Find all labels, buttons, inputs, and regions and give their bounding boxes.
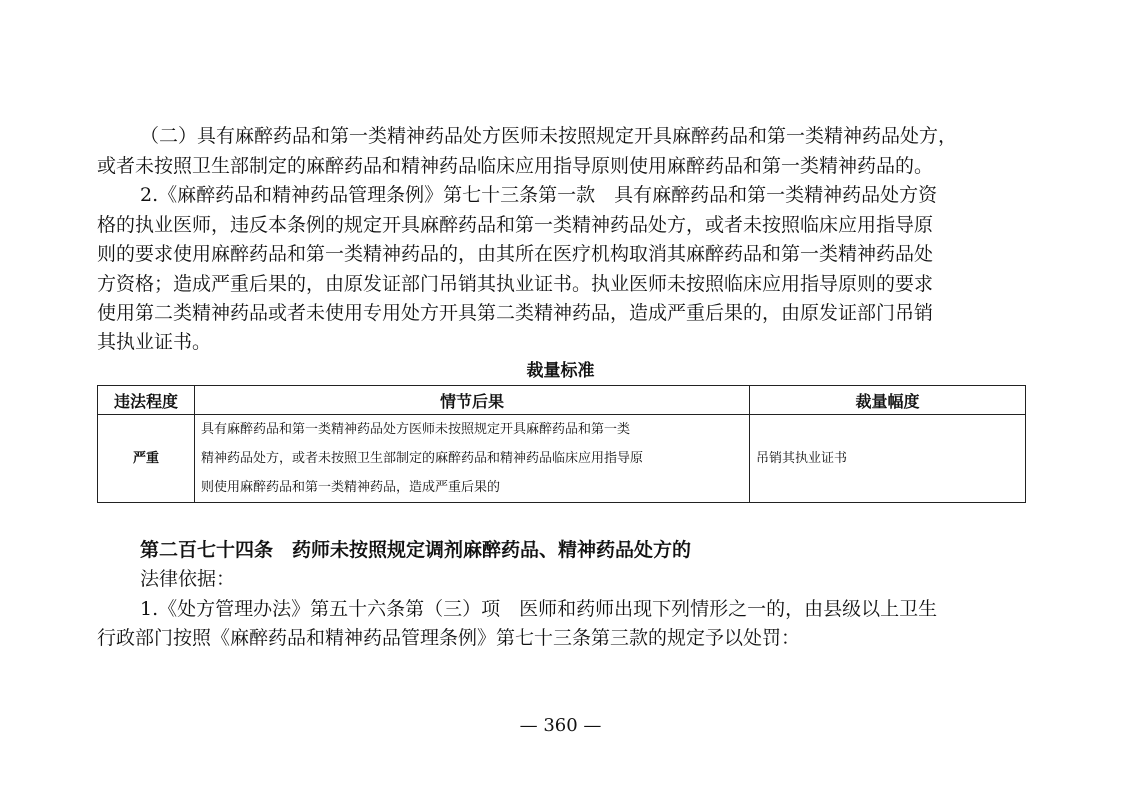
table-row — [98, 415, 1026, 503]
paragraph-2-line-3: 则的要求使用麻醉药品和第一类精神药品的，由其所在医疗机构取消其麻醉药品和第一类精神药品处 — [97, 243, 934, 265]
header-violation-degree: 违法程度 — [98, 386, 195, 415]
paragraph-2-line-1: 2.《麻醉药品和精神药品管理条例》第七十三条第一款 具有麻醉药品和第一类精神药品处方资 — [140, 184, 938, 206]
paragraph-1-line-2: 或者未按照卫生部制定的麻醉药品和精神药品临床应用指导原则使用麻醉药品和第一类精神药品的。 — [97, 155, 934, 177]
table-header-row — [98, 386, 1026, 415]
table-caption: 裁量标准 — [526, 361, 595, 381]
circumstances-line: 则使用麻醉药品和第一类精神药品，造成严重后果的 — [201, 480, 501, 495]
cell-violation-degree: 严重 — [98, 415, 195, 503]
cell-circumstances — [195, 415, 750, 503]
paragraph-2-line-5: 使用第二类精神药品或者未使用专用处方开具第二类精神药品，造成严重后果的，由原发证部门吊销 — [97, 302, 934, 324]
discretion-standard-table — [97, 385, 1026, 503]
header-circumstances: 情节后果 — [195, 386, 750, 415]
legal-basis-label: 法律依据： — [140, 568, 236, 590]
circumstances-line: 精神药品处方，或者未按照卫生部制定的麻醉药品和精神药品临床应用指导原 — [201, 451, 644, 466]
paragraph-2-line-6: 其执业证书。 — [97, 331, 212, 353]
page-number: — 360 — — [519, 715, 602, 736]
article-heading: 第二百七十四条 药师未按照规定调剂麻醉药品、精神药品处方的 — [140, 539, 692, 561]
legal-basis-line-2: 行政部门按照《麻醉药品和精神药品管理条例》第七十三条第三款的规定予以处罚： — [97, 627, 801, 649]
paragraph-2-line-4: 方资格；造成严重后果的，由原发证部门吊销其执业证书。执业医师未按照临床应用指导原则的要求 — [97, 273, 934, 295]
paragraph-1-line-1: （二）具有麻醉药品和第一类精神药品处方医师未按照规定开具麻醉药品和第一类精神药品处方， — [140, 125, 958, 147]
cell-penalty-range: 吊销其执业证书 — [750, 415, 1026, 503]
header-penalty-range: 裁量幅度 — [750, 386, 1026, 415]
paragraph-2-line-2: 格的执业医师，违反本条例的规定开具麻醉药品和第一类精神药品处方，或者未按照临床应用指导原 — [97, 214, 934, 236]
legal-basis-line-1: 1.《处方管理办法》第五十六条第（三）项 医师和药师出现下列情形之一的，由县级以上卫生 — [140, 598, 938, 620]
circumstances-line: 具有麻醉药品和第一类精神药品处方医师未按照规定开具麻醉药品和第一类 — [201, 422, 631, 437]
